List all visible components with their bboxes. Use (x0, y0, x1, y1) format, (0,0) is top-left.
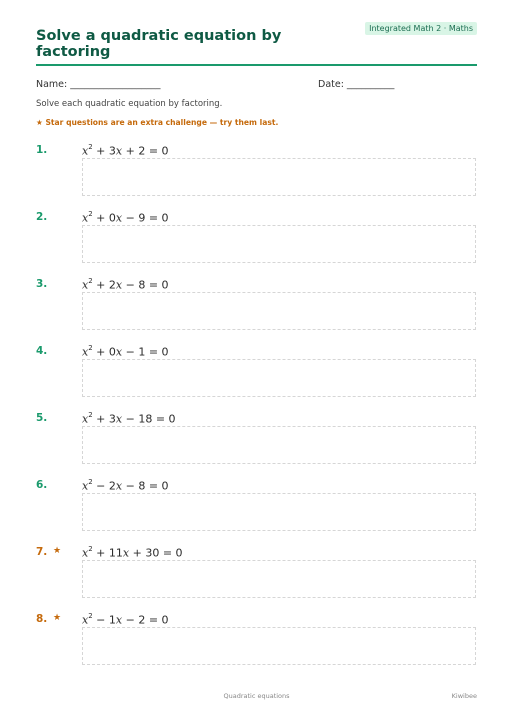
problem-item (36, 211, 477, 271)
answer-box[interactable] (82, 560, 476, 598)
answer-box[interactable] (82, 627, 476, 665)
problem-item (36, 412, 477, 472)
date-field: Date: __________ (318, 79, 395, 90)
footer-topic: Quadratic equations (223, 692, 290, 700)
problem-equation: $x^2 - 1x - 2 = 0$ (82, 612, 169, 627)
answer-box[interactable] (82, 225, 476, 263)
problem-number: 4. (36, 345, 48, 357)
problem-item (36, 278, 477, 338)
problem-number: 1. (36, 144, 48, 156)
page-title: Solve a quadratic equation by factoring (36, 28, 282, 60)
problem-number: 3. (36, 278, 48, 290)
answer-box[interactable] (82, 359, 476, 397)
star-icon: ★ (53, 613, 62, 623)
answer-box[interactable] (82, 292, 476, 330)
problem-number: 8. (36, 613, 48, 625)
problem-item (36, 546, 477, 606)
problem-equation: $x^2 + 0x - 9 = 0$ (82, 210, 169, 225)
problem-equation: $x^2 + 3x + 2 = 0$ (82, 143, 169, 158)
header-divider (36, 64, 477, 66)
problem-number: 5. (36, 412, 48, 424)
problem-equation: $x^2 - 2x - 8 = 0$ (82, 478, 169, 493)
problem-equation: $x^2 + 2x - 8 = 0$ (82, 277, 169, 292)
problem-item (36, 479, 477, 539)
problem-number: 6. (36, 479, 48, 491)
problem-equation: $x^2 + 0x - 1 = 0$ (82, 344, 169, 359)
course-badge: Integrated Math 2 · Maths (365, 22, 477, 35)
answer-box[interactable] (82, 158, 476, 196)
problem-number: 2. (36, 211, 48, 223)
problem-item (36, 345, 477, 405)
star-icon: ★ (53, 546, 62, 556)
problem-item (36, 144, 477, 204)
footer-brand: Kiwibee (451, 692, 477, 700)
instructions: Solve each quadratic equation by factoring. (36, 99, 223, 109)
worksheet-page (36, 0, 477, 724)
problem-equation: $x^2 + 11x + 30 = 0$ (82, 545, 183, 560)
challenge-note: ★ Star questions are an extra challenge — try them last. (36, 118, 279, 127)
problem-item (36, 613, 477, 673)
problem-equation: $x^2 + 3x - 18 = 0$ (82, 411, 176, 426)
answer-box[interactable] (82, 493, 476, 531)
name-field: Name: ___________________ (36, 79, 161, 90)
problem-number: 7. (36, 546, 48, 558)
answer-box[interactable] (82, 426, 476, 464)
